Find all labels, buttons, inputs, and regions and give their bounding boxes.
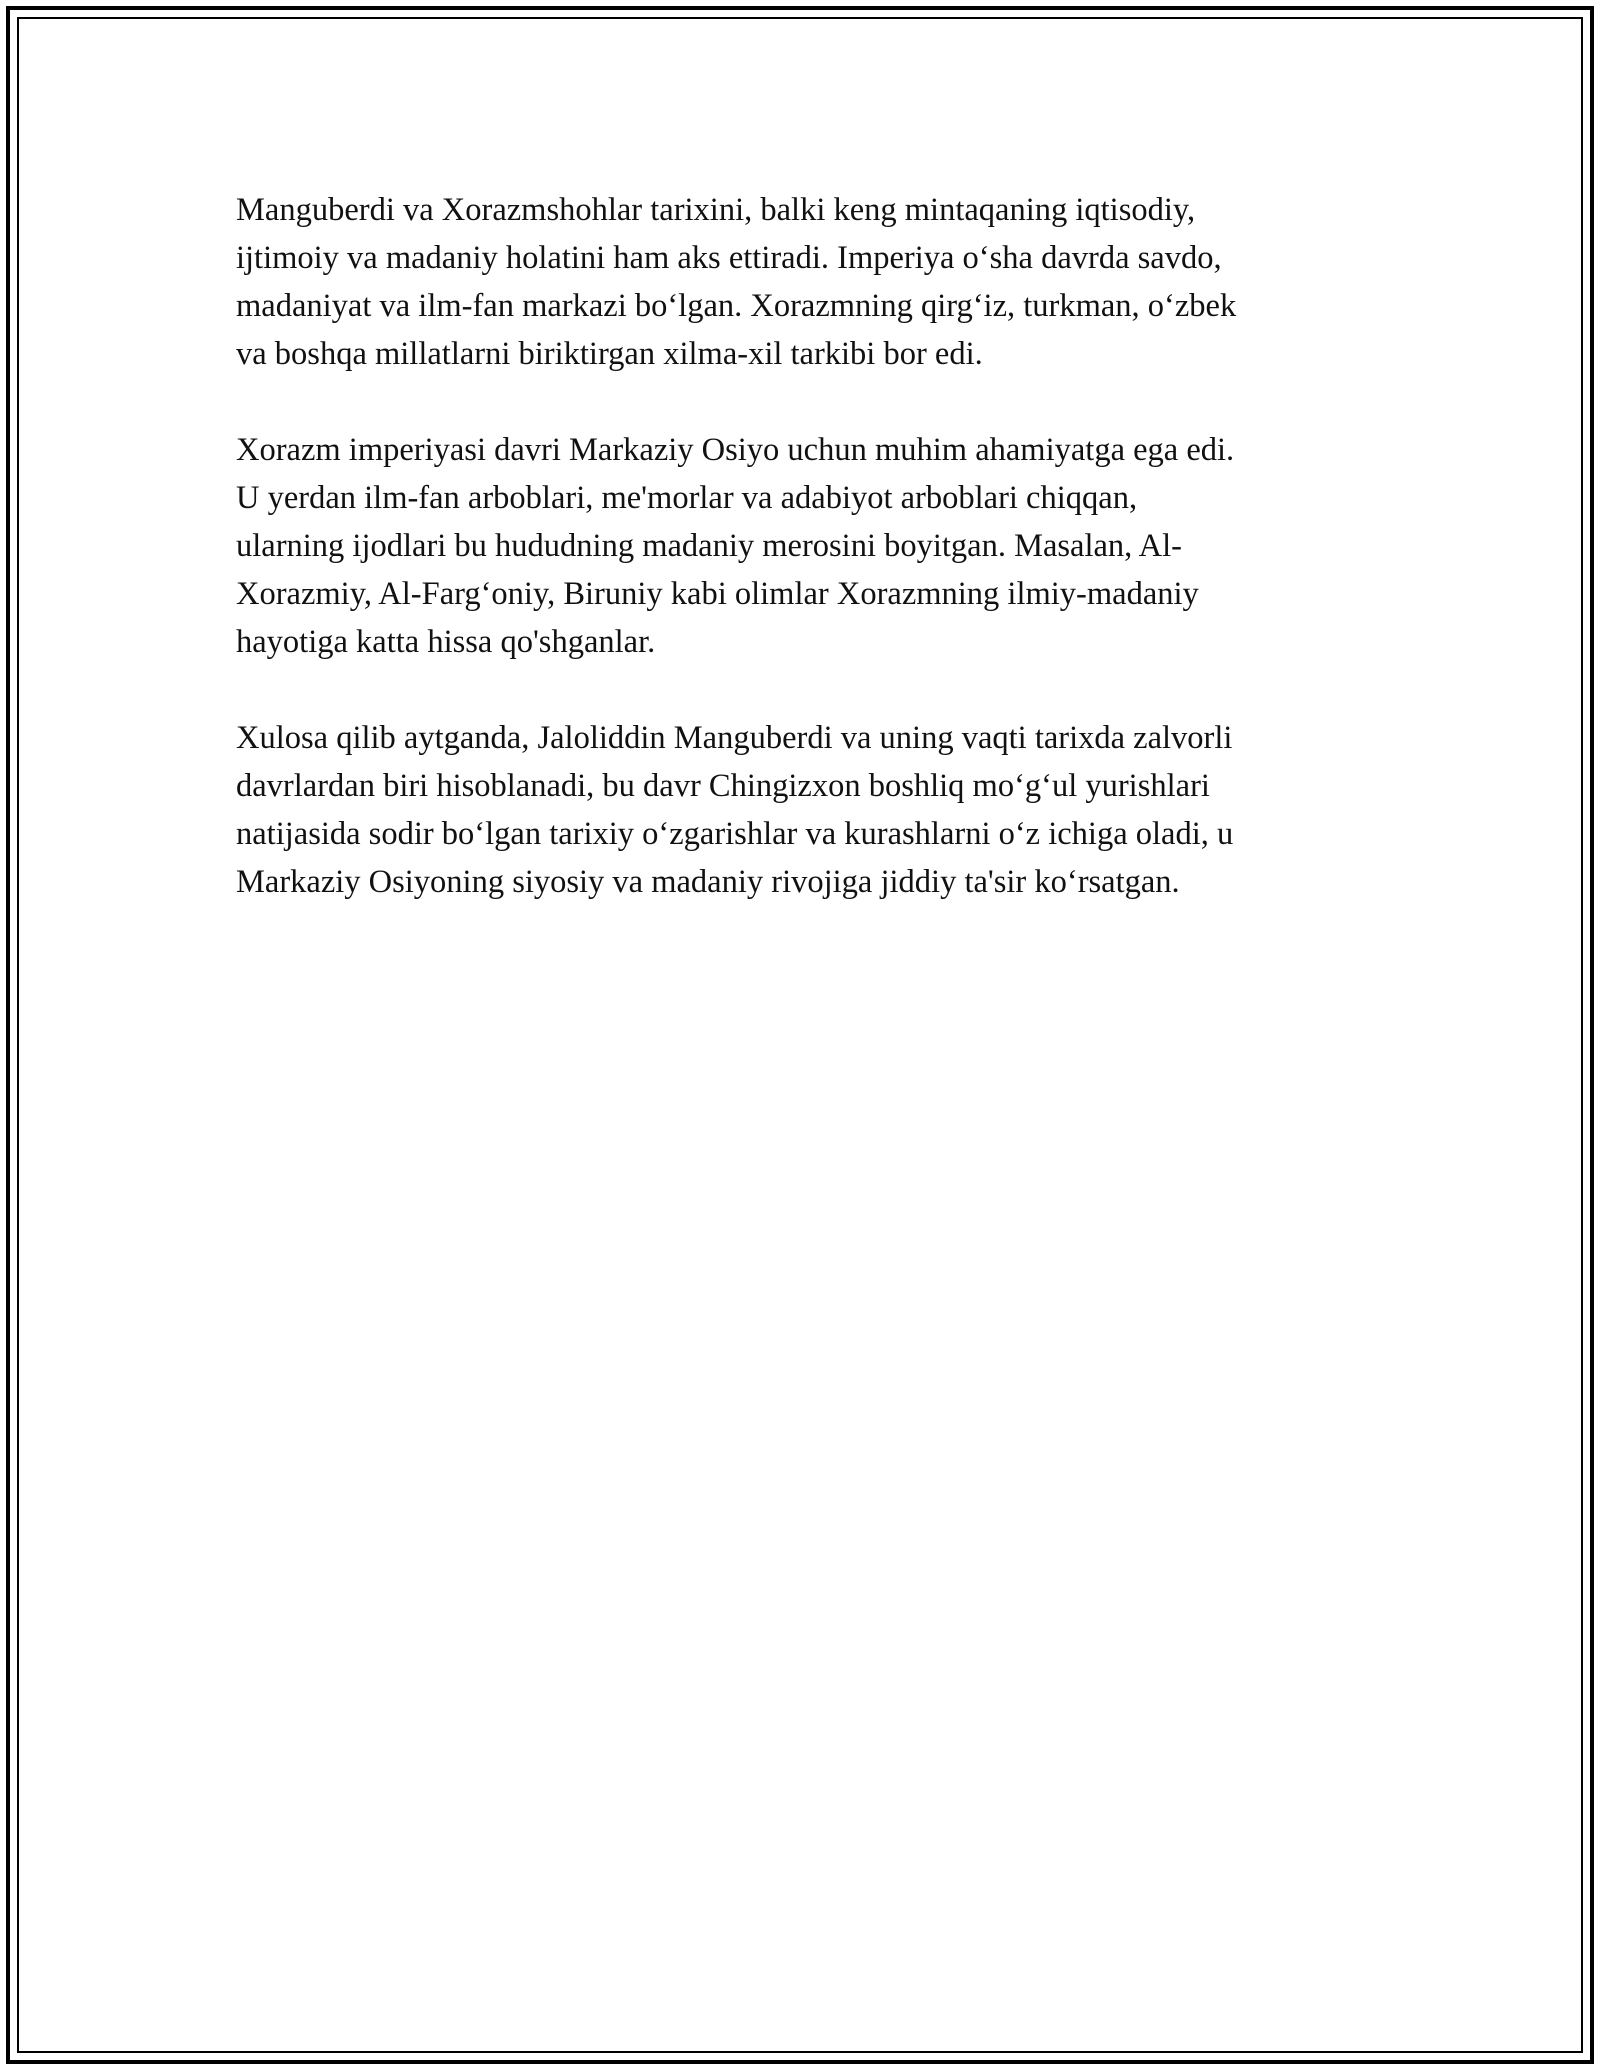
- paragraph-1: Manguberdi va Xorazmshohlar tarixini, balki keng mintaqaning iqtisodiy, ijtimoiy va madaniy holatini ham aks ettiradi. Imperiya o‘sha davrda savdo, madaniyat va ilm-fan markazi bo‘lgan. Xorazmning qirg‘iz, turkman, o‘zbek va boshqa millatlarni biriktirgan xilma-xil tarkibi bor edi.: [236, 192, 1237, 372]
- paragraph-3: Xulosa qilib aytganda, Jaloliddin Manguberdi va uning vaqti tarixda zalvorli davrlardan biri hisoblanadi, bu davr Chingizxon boshliq mo‘g‘ul yurishlari natijasida sodir bo‘lgan tarixiy o‘zgarishlar va kurashlarni o‘z ichiga oladi, u Markaziy Osiyoning siyosiy va madaniy rivojiga jiddiy ta'sir ko‘rsatgan.: [236, 720, 1234, 900]
- document-body: [236, 186, 1376, 954]
- paragraph-2: Xorazm imperiyasi davri Markaziy Osiyo uchun muhim ahamiyatga ega edi. U yerdan ilm-fan arboblari, me'morlar va adabiyot arboblari chiqqan, ularning ijodlari bu hududning madaniy merosini boyitgan. Masalan, Al- Xorazmiy, Al-Farg‘oniy, Biruniy kabi olimlar Xorazmning ilmiy-madaniy hayotiga katta hissa qo'shganlar.: [236, 432, 1235, 660]
